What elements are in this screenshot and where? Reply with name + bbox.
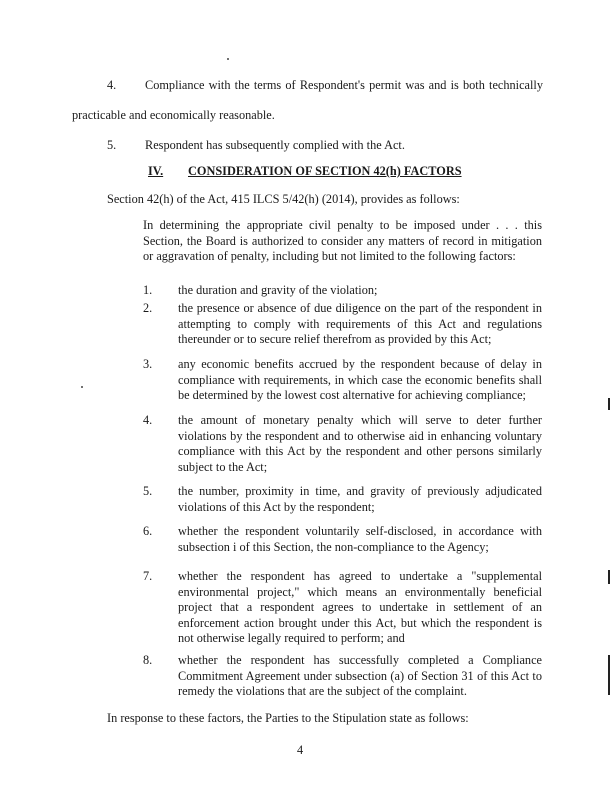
section-title: CONSIDERATION OF SECTION 42(h) FACTORS — [188, 164, 462, 178]
page-number: 4 — [297, 743, 304, 757]
scan-speck — [81, 386, 83, 388]
factor-7-number: 7. — [143, 569, 153, 583]
scan-edge-mark — [608, 570, 610, 584]
para5-text: Respondent has subsequently complied with the Act. — [145, 138, 405, 152]
scan-speck — [227, 58, 229, 60]
factor-4-text: the amount of monetary penalty which will serve to deter further violations by the respondent and to otherwise aid in enhancing voluntary compliance with this Act by the respondent and other persons similarly subject to the Act; — [178, 413, 542, 474]
factor-5-number: 5. — [143, 484, 153, 498]
scan-edge-mark — [608, 398, 610, 410]
para4-number: 4. — [107, 78, 117, 92]
intro-text: Section 42(h) of the Act, 415 ILCS 5/42(h) (2014), provides as follows: — [107, 192, 460, 206]
factor-8-text: whether the respondent has successfully completed a Compliance Commitment Agreement under subsection (a) of Section 31 of this Act to remedy the violations that are the subject of the complaint. — [178, 653, 542, 698]
factor-1-number: 1. — [143, 283, 153, 297]
factor-4-number: 4. — [143, 413, 153, 427]
factor-5-text: the number, proximity in time, and gravity of previously adjudicated violations of this Act by the respondent; — [178, 484, 542, 514]
factor-1-text: the duration and gravity of the violation; — [178, 283, 378, 297]
closing-text: In response to these factors, the Parties to the Stipulation state as follows: — [107, 711, 469, 725]
factor-3-text: any economic benefits accrued by the respondent because of delay in compliance with requirements, in which case the economic benefits shall be determined by the lowest cost alternative for achieving compliance; — [178, 357, 542, 402]
section-number: IV. — [148, 164, 164, 178]
factor-7-text: whether the respondent has agreed to undertake a "supplemental environmental project," which means an environmentally beneficial project that a respondent agrees to undertake in settlement of an enforcement action brought under this Act, but which the respondent is not otherwise legally required to perform; and — [178, 569, 542, 645]
para5-number: 5. — [107, 138, 117, 152]
factor-6-number: 6. — [143, 524, 153, 538]
factor-2-text: the presence or absence of due diligence on the part of the respondent in attempting to comply with requirements of this Act and regulations thereunder or to secure relief therefrom as provided by this Act; — [178, 301, 542, 346]
factor-3-number: 3. — [143, 357, 153, 371]
para4-line1: Compliance with the terms of Respondent's permit was and is both technically — [145, 78, 543, 92]
factor-6-text: whether the respondent voluntarily self-disclosed, in accordance with subsection i of this Section, the non-compliance to the Agency; — [178, 524, 542, 554]
quote-paragraph: In determining the appropriate civil penalty to be imposed under . . . this Section, the Board is authorized to consider any matters of record in mitigation or aggravation of penalty, including but not limited to the following factors: — [143, 218, 542, 263]
scan-edge-mark — [608, 655, 610, 695]
factor-8-number: 8. — [143, 653, 153, 667]
factor-2-number: 2. — [143, 301, 153, 315]
para4-line2: practicable and economically reasonable. — [72, 108, 275, 122]
